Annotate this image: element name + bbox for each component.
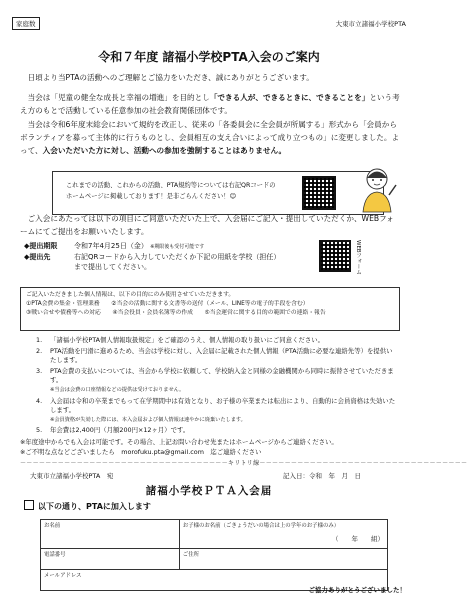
- footnote-contact: ※ご不明な点などございましたら morofuku.pta@gmail.com 迄ご連絡ください: [20, 447, 262, 456]
- phone-field[interactable]: 電話番号: [41, 549, 180, 570]
- privacy-line3: ③戦い合せや債務等への対応 ④当会役員・会員名簿等の作成 ⑤当会運営に関する目的の範囲での連絡・報告: [26, 310, 326, 316]
- submit-value-continued: まで提出してください。: [74, 263, 151, 271]
- name-field[interactable]: お名前: [41, 520, 180, 549]
- list-item: 1. 「諸福小学校PTA個人情報取扱規定」をご確認のうえ、個人情報の取り扱いにご同意ください。: [36, 336, 325, 344]
- privacy-line2: ①PTA会費の集金・管理業務 ②当会の活動に関する文書等の送付（メール、LINE等の電子的手段を含む）: [26, 301, 309, 307]
- list-item: 5. 年会費は2,400円（月額200円×12ヶ月）です。: [36, 426, 190, 435]
- consent-items-list: [36, 336, 396, 437]
- grade-class-field: （ 年 組）: [332, 535, 384, 543]
- child-name-field[interactable]: お子様のお名前（ごきょうだいの場合は上の学年のお子様のみ） （ 年 組）: [179, 520, 387, 549]
- homepage-info-line2: ホームページに掲載しております！是非ごらんください！☺: [66, 193, 237, 200]
- greeting-paragraph: 日頃より当PTAの活動へのご理解とご協力をいただき、誠にありがとうございます。: [27, 73, 314, 82]
- purpose-text-c: という考え方のもとで活動している任意参加の社会教育関係団体です。: [20, 93, 400, 115]
- deadline-label: ◆提出期限: [24, 242, 58, 250]
- footnotes: [20, 438, 400, 457]
- rules-text-a: 当会は令和6年度末総会において規約を改正し、従来の「各委員会に全会員が所属する」形式から「会員からボランティアを募って主体的に行うものとし、会員相互の支え合いによって成り立つもの」に変更しました。よって、: [20, 120, 400, 155]
- deadline-row: [24, 241, 344, 252]
- email-field[interactable]: メールアドレス: [41, 570, 388, 591]
- cut-line: －－－－－－－－－－－－－－－－－－－－－－－－－－－－－－－－－キリトリ線－－－－－－－－－－－－－－－－－－－－－－－－－－－－－－－－－: [20, 460, 467, 467]
- join-label: 以下の通り、PTAに加入します: [38, 502, 151, 511]
- footnote-midyear: ※年度途中からでも入会は可能です。その場合、上記お問い合わせ先またはホームページからご連絡ください。: [20, 438, 338, 446]
- join-checkbox[interactable]: [24, 500, 34, 510]
- address-field[interactable]: ご住所: [179, 549, 387, 570]
- page-title: 令和７年度 諸福小学校PTA入会のご案内: [98, 50, 320, 64]
- person-illustration-icon: [355, 165, 399, 213]
- list-item: 3. PTA会費の支払いについては、当会から学校に依頼して、学校納入金と同様の金融機関から同時に振替させていただきます。 ※当会は会費の口座情報などの提供は受けておりません。: [36, 366, 394, 393]
- list-item: 2. PTA活動を円滑に進めるため、当会は学校に対し、入会届に記載された個人情報（PTA活動に必要な連絡先等）を提供いたします。: [36, 346, 393, 365]
- rules-paragraph: [20, 118, 400, 157]
- form-recipient: 大東市立諸福小学校PTA 宛: [30, 472, 114, 480]
- submit-value: 右記QRコードから入力していただくか下記の用紙を学校（担任）: [74, 253, 281, 261]
- deadline-value: 令和7年4月25日（金）: [74, 242, 148, 250]
- privacy-line1: ご記入いただきました個人情報は、以下の目的にのみ使用させていただきます。: [26, 292, 235, 298]
- organization-name: 大東市立諸福小学校PTA: [335, 20, 406, 28]
- form-title: 諸福小学校ＰＴＡ入会届: [145, 485, 273, 497]
- registration-form-table: [40, 519, 388, 591]
- web-form-side-label: WEBフォーム: [355, 240, 361, 275]
- homepage-qr-code-icon[interactable]: [302, 176, 336, 210]
- purpose-motto: 「できる人が、できるときに、できることを」: [209, 93, 370, 102]
- list-item: 4. 入会届は令和の卒業までもって在学期間中は有効となり、お子様の卒業または転出により、自動的に会員資格は失効いたします。 ※会員資格が失効した際には、本入会届および個人情報は速やかに廃棄いたします。: [36, 396, 396, 423]
- purpose-text-a: 当会は「児童の健全な成長と幸福の増進」を目的とし: [27, 93, 210, 102]
- closing-thanks: ご協力ありがとうございました！: [308, 586, 406, 594]
- purpose-paragraph: [20, 91, 400, 117]
- rules-text-bold: 入会いただいた方に対し、活動への参加を強制することはありません。: [42, 146, 287, 155]
- household-count-tag: 家庭数: [12, 17, 40, 30]
- web-form-qr-code-icon[interactable]: [319, 240, 351, 272]
- join-checkbox-row: [24, 500, 151, 512]
- deadline-note: ※期限後も受付可能です: [150, 244, 205, 250]
- intro-paragraph: ご入会にあたっては以下の項目にご同意いただいた上で、入会届にご記入・提出していただくか、WEBフォームにてご提出をお願いいたします。: [20, 214, 394, 236]
- submit-row: [24, 252, 344, 262]
- privacy-info-text: [26, 291, 396, 318]
- submit-label: ◆提出先: [24, 253, 51, 261]
- form-date-label: 記入日：令和 年 月 日: [283, 472, 361, 480]
- homepage-info-text: [66, 180, 306, 202]
- homepage-info-line1: これまでの活動、これからの活動、PTA規約等については右記QRコードの: [66, 182, 276, 189]
